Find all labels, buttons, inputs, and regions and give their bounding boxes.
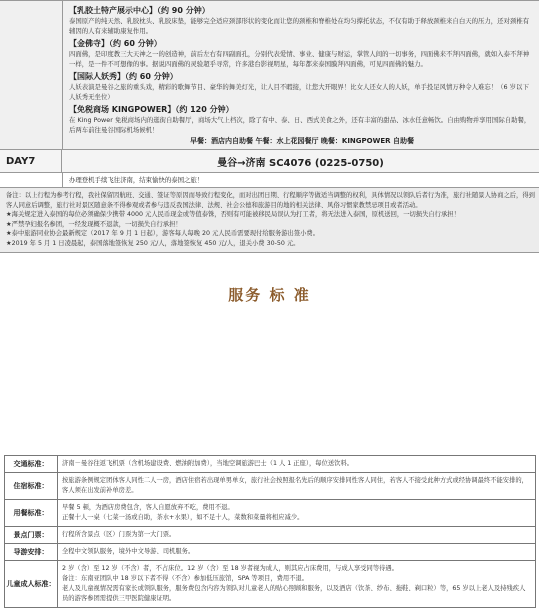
section-text: 四面佛，是印度教三大天神之一的创造神，前后左右有四副面孔，分别代表爱情、事业、健康与财运，掌管人间的一切事务，四面佛来不拜四面佛，就如入泰不拜神一样，是一件不可想像的事。据说四面佛的灵验超乎寻常，许多港台影视明星，每年都来泰国膜拜四面佛，可见四面佛的魅力。 xyxy=(69,50,530,68)
note-customs: ★海关规定进入泰国的每位必须确保少携带 4000 元人民币现金或等值泰铢，否则有可能被移民局误认为打工者，将无法进入泰国，原机送回，一切损失自行承担！ xyxy=(6,211,460,219)
itinerary-content xyxy=(63,1,539,149)
meals-line: 早餐：酒店内自助餐 午餐：水上花园餐厅 晚餐：KINGPOWER 自助餐 xyxy=(190,137,414,145)
notes-block xyxy=(0,188,539,253)
service-row-guide xyxy=(5,544,535,561)
service-table xyxy=(4,455,536,608)
service-label: 景点门票： xyxy=(5,527,58,543)
service-value: 济南－曼谷往返飞机票（含机场建设费、燃油附加费），当地空调旅游巴士（1 人 1 正座），每位送饮料。 xyxy=(62,460,354,467)
service-row-lodging xyxy=(5,473,535,500)
section-kingpower xyxy=(69,104,535,135)
service-row-children xyxy=(5,561,535,608)
service-row-meals xyxy=(5,500,535,527)
service-label: 用餐标准： xyxy=(5,500,58,526)
flight-route: 曼谷→济南 SC4076 (0225-0750) xyxy=(217,157,384,169)
service-value: 全程中文领队服务，境外中文导游、司机服务。 xyxy=(62,548,195,555)
service-row-transport xyxy=(5,456,535,473)
day7-description: 办理登机手续飞往济南，结束愉快的泰国之旅！ xyxy=(69,176,204,184)
service-value: 早餐 5 顿，为酒店房费包含，客人自愿放弃不吃，费用不退。 正餐十人一桌（七菜一汤或自助，茶水+水果），如不足十人，菜数和菜量将相应减少。 xyxy=(62,504,304,521)
section-text: 在 King Power 免税商场内的逛街自助餐厅，商场大气上档次，除了有中、泰、日、西式美食之外，还有丰富的甜品、冰水任意畅饮。自由购物并享用国际自助餐，后两车前往曼谷国际机场候机！ xyxy=(69,116,531,134)
service-label: 儿童成人标准： xyxy=(5,561,58,607)
note-pregnant: ★严禁孕妇报名参团，一经发现概不退款，一切损失自行承担！ xyxy=(6,220,182,228)
service-row-tickets xyxy=(5,527,535,544)
section-text: 泰国原产的纯天然、乳胶枕头、乳胶床垫，能够完全适应颈部形状的变化而让您的颈椎和脊椎处在均匀撑托状态，不仅有助于释放颈椎来自白天的压力，还对颈椎有辅因的人有来辅助康复作用。 xyxy=(69,17,530,35)
service-label: 住宿标准： xyxy=(5,473,58,499)
note-tips: ★泰中旅游同业协会最新规定（2017 年 9 月 1 日起），游客每人每晚 20 元人民币需要现付给服务游出签小费。 xyxy=(6,230,320,238)
service-value: 2 岁（含）至 12 岁（不含）者，不占床位。12 岁（含）至 18 岁者视为成人，则其应占床费用，与成人享受同等待遇。 备注：东南亚团队中 18 岁以下者不得（不含）参加低压旅馆，SPA 等项目，费用不退。 老人及儿童视情况需有家长或领队服务，服务费包含内容为领队对儿童老人的贴心照顾和服务，以及酒店（饮茶、纱布、拖鞋、剃口粒）等，65 岁以上老人及持残疾人员的游客参团需提供三甲医院健康证明。 xyxy=(62,565,526,602)
service-label: 交通标准： xyxy=(5,456,58,472)
section-latex-center xyxy=(69,5,535,36)
section-title: 【免税商场 KINGPOWER】（约 120 分钟） xyxy=(69,105,234,114)
note-visa: ★2019 年 5 月 1 日凌晨起，泰国落地签恢复 250 元/人，落地签恢复 450 元/人，退关小费 30-50 元。 xyxy=(6,239,300,247)
itinerary-block xyxy=(0,0,539,150)
day7-header-row xyxy=(0,150,539,173)
service-value: 按旅游条例规定团体客人同性二人一房，酒店住宿若出现单男单女，旅行社会按照报名先后的顺序安排同性客人同住，若客人不接受此种方式或经协调最终不能安排的，客人须在出发前补单房差。 xyxy=(62,477,528,494)
section-title: 【金佛寺】（约 60 分钟） xyxy=(69,39,162,48)
service-label: 导游安排： xyxy=(5,544,58,560)
section-title: 【乳胶土特产展示中心】（约 90 分钟） xyxy=(69,6,210,15)
section-golden-buddha xyxy=(69,38,535,69)
section-text: 人妖表演是曼谷之旅的重头戏，精彩的歌舞节目、豪华的舞美灯光，让人目不暇接，让您大开眼界！比女人还女人的人妖，单手投足风情万种令人难忘！（6 岁以下人妖秀无坐位） xyxy=(69,83,529,101)
service-value: 行程所含景点（区）门票为第一大门票。 xyxy=(62,531,176,538)
section-show xyxy=(69,71,535,102)
day7-desc-row xyxy=(0,173,539,188)
service-title: 服务 标 准 xyxy=(228,285,311,304)
itinerary-day-column xyxy=(0,1,63,149)
day-label: DAY7 xyxy=(0,150,62,172)
section-title: 【国际人妖秀】（约 60 分钟） xyxy=(69,72,178,81)
note-remark: 备注：以上行程为参考行程，我社保留因航班、交通、签证等原因而导致行程变化，而对出团日期、行程顺序等做适当调整的权利，具体情况以领队后者行为准，旅行社随景人协商之后，得到客人同意后调整，旅行社对景区随意条不得参观或者参与违反我国法律、法规、社会公德和旅游目的地的相关法律、风俗习惯家教禁忌项目或者活动。 xyxy=(6,192,535,209)
